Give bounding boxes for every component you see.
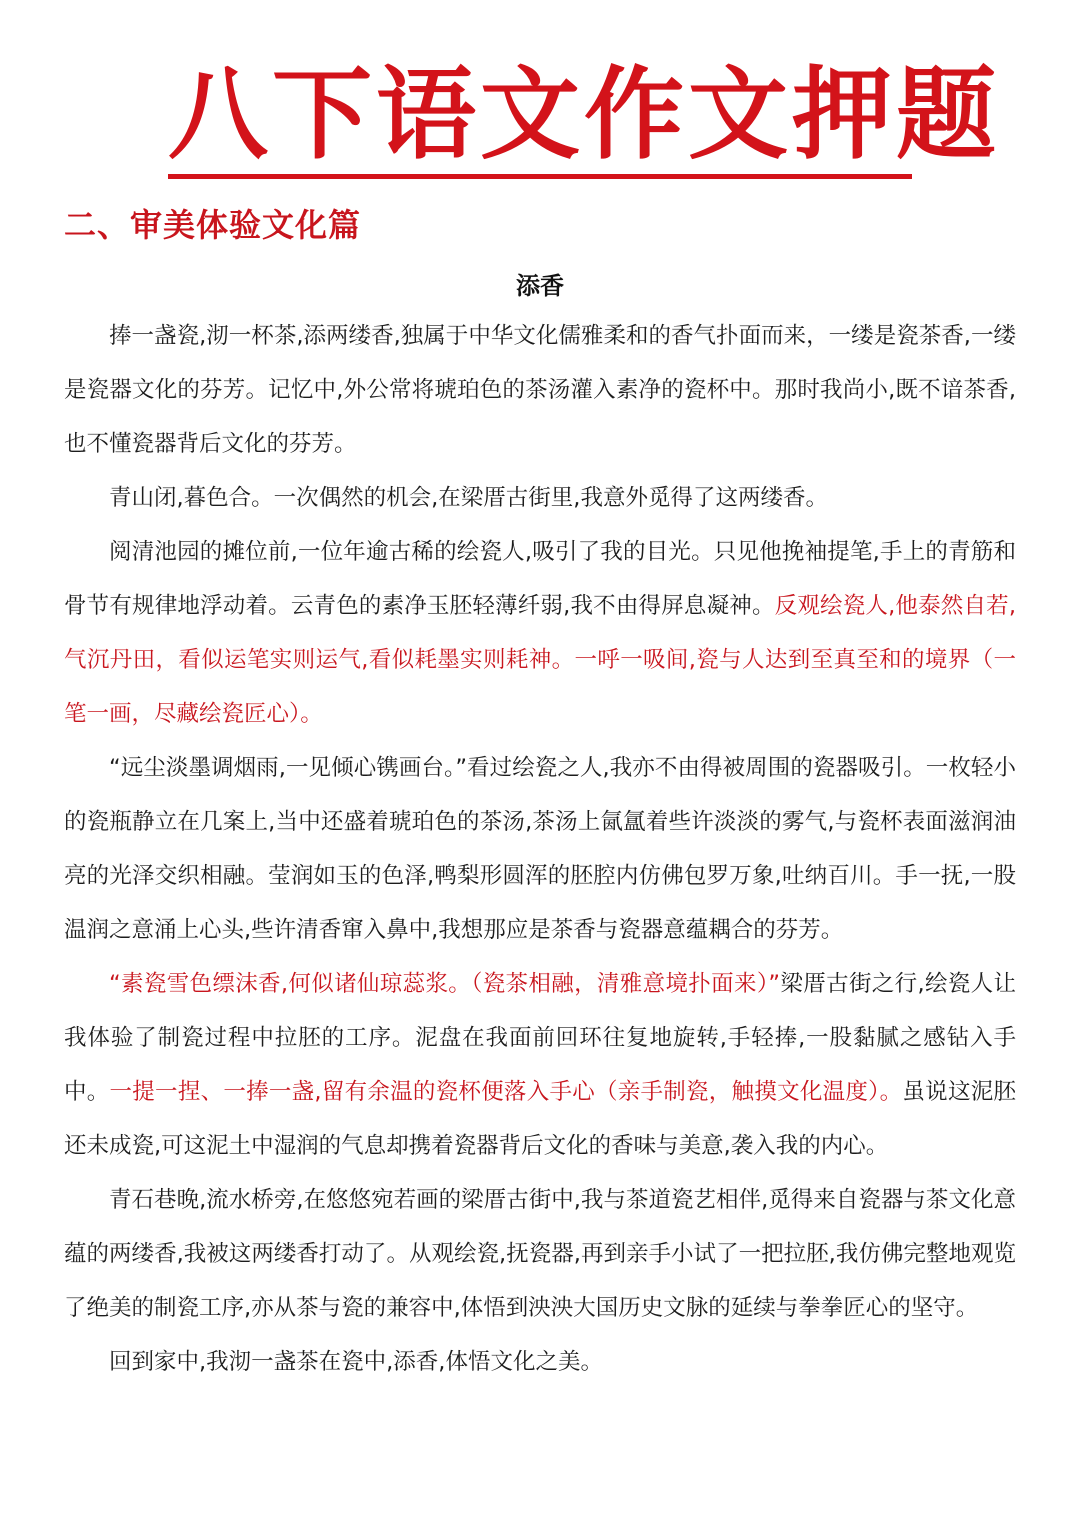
- paragraph-5-highlight: 一提一捏、一捧一盏,留有余温的瓷杯便落入手心（亲手制瓷，触摸文化温度）。: [109, 1079, 903, 1105]
- section-heading: 二、审美体验文化篇: [64, 206, 362, 244]
- paragraph-3: [64, 525, 1016, 741]
- paragraph-1: 捧一盏瓷,沏一杯茶,添两缕香,独属于中华文化儒雅柔和的香气扑面而来，一缕是瓷茶香,一缕是瓷器文化的芬芳。记忆中,外公常将琥珀色的茶汤灌入素净的瓷杯中。那时我尚小,既不谙茶香,也不懂瓷器背后文化的芬芳。: [64, 323, 1016, 457]
- essay-body: [64, 309, 1016, 1389]
- paragraph-2: 青山闭,暮色合。一次偶然的机会,在梁厝古街里,我意外觅得了这两缕香。: [109, 485, 828, 511]
- paragraph-5-ending: 虽说这泥胚还未成瓷,可这泥土中湿润的气息却携着瓷器背后文化的香味与美意,袭入我的内心。: [64, 1079, 1016, 1159]
- paragraph-3-highlight: 反观绘瓷人,他泰然自若,气沉丹田，看似运笔实则运气,看似耗墨实则耗神。一呼一吸间,瓷与人达到至真至和的境界（一笔一画，尽藏绘瓷匠心）。: [64, 593, 1016, 727]
- paragraph-6: 青石巷晚,流水桥旁,在悠悠宛若画的梁厝古街中,我与茶道瓷艺相伴,觅得来自瓷器与茶文化意蕴的两缕香,我被这两缕香打动了。从观绘瓷,抚瓷器,再到亲手小试了一把拉胚,我仿佛完整地观览了绝美的制瓷工序,亦从茶与瓷的兼容中,体悟到泱泱大国历史文脉的延续与拳拳匠心的坚守。: [64, 1187, 1016, 1321]
- paragraph-4: “远尘淡墨调烟雨,一见倾心镌画台。”看过绘瓷之人,我亦不由得被周围的瓷器吸引。一枚轻小的瓷瓶静立在几案上,当中还盛着琥珀色的茶汤,茶汤上氤氲着些许淡淡的雾气,与瓷杯表面滋润油亮的光泽交织相融。莹润如玉的色泽,鸭梨形圆浑的胚腔内仿佛包罗万象,吐纳百川。手一抚,一股温润之意涌上心头,些许清香窜入鼻中,我想那应是茶香与瓷器意蕴耦合的芬芳。: [64, 755, 1016, 943]
- paragraph-5-text: 梁厝古街之行,绘瓷人让我体验了制瓷过程中拉胚的工序。泥盘在我面前回环往复地旋转,手轻捧,一股黏腻之感钻入手中。: [64, 971, 1016, 1105]
- paragraph-3-text: 阅清池园的摊位前,一位年逾古稀的绘瓷人,吸引了我的目光。只见他挽袖提笔,手上的青筋和骨节有规律地浮动着。云青色的素净玉胚轻薄纤弱,我不由得屏息凝神。: [64, 539, 1016, 619]
- essay-title: 添香: [516, 272, 564, 300]
- paragraph-7: 回到家中,我沏一盏茶在瓷中,添香,体悟文化之美。: [109, 1349, 603, 1375]
- paragraph-5: [64, 957, 1016, 1173]
- main-title: 八下语文作文押题: [168, 56, 1000, 173]
- paragraph-5-quote-highlight: “素瓷雪色缥沫香,何似诸仙琼蕊浆。（瓷茶相融，清雅意境扑面来）”: [109, 971, 781, 997]
- title-block: [168, 56, 1000, 179]
- title-underline: [168, 174, 912, 179]
